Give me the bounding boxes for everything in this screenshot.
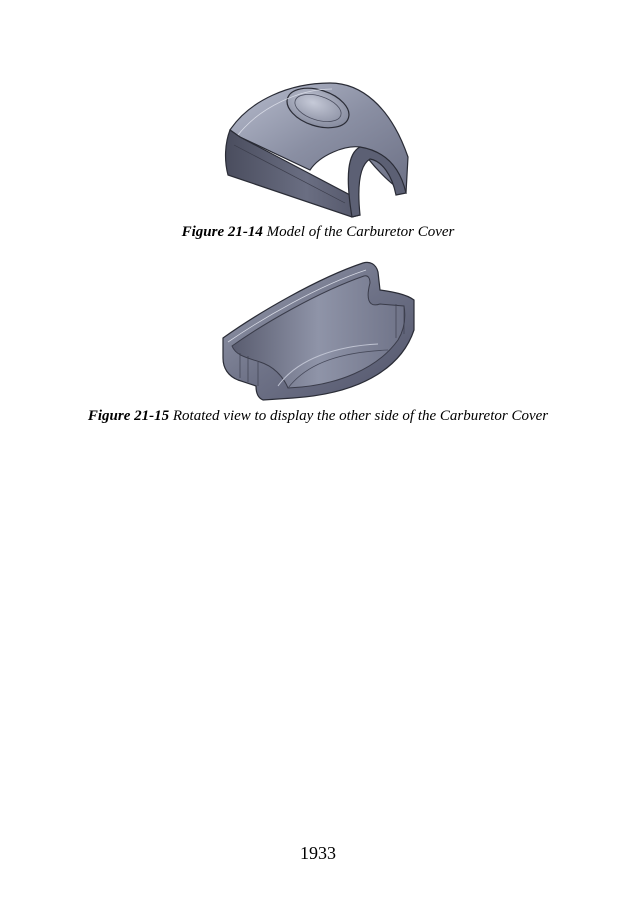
figure-caption: [80, 223, 556, 242]
figure-caption: [80, 407, 556, 426]
figure-label: Figure 21-15: [87, 408, 170, 424]
page-number: 1933: [300, 843, 336, 863]
figure-caption-text: Rotated view to display the other side of the Carburetor Cover: [172, 408, 549, 424]
carburetor-cover-bottom-image: [218, 258, 418, 403]
figure-label: Figure 21-14: [181, 224, 263, 240]
carburetor-cover-top-image: [220, 75, 420, 220]
figure-caption-text: Model of the Carburetor Cover: [266, 224, 455, 240]
